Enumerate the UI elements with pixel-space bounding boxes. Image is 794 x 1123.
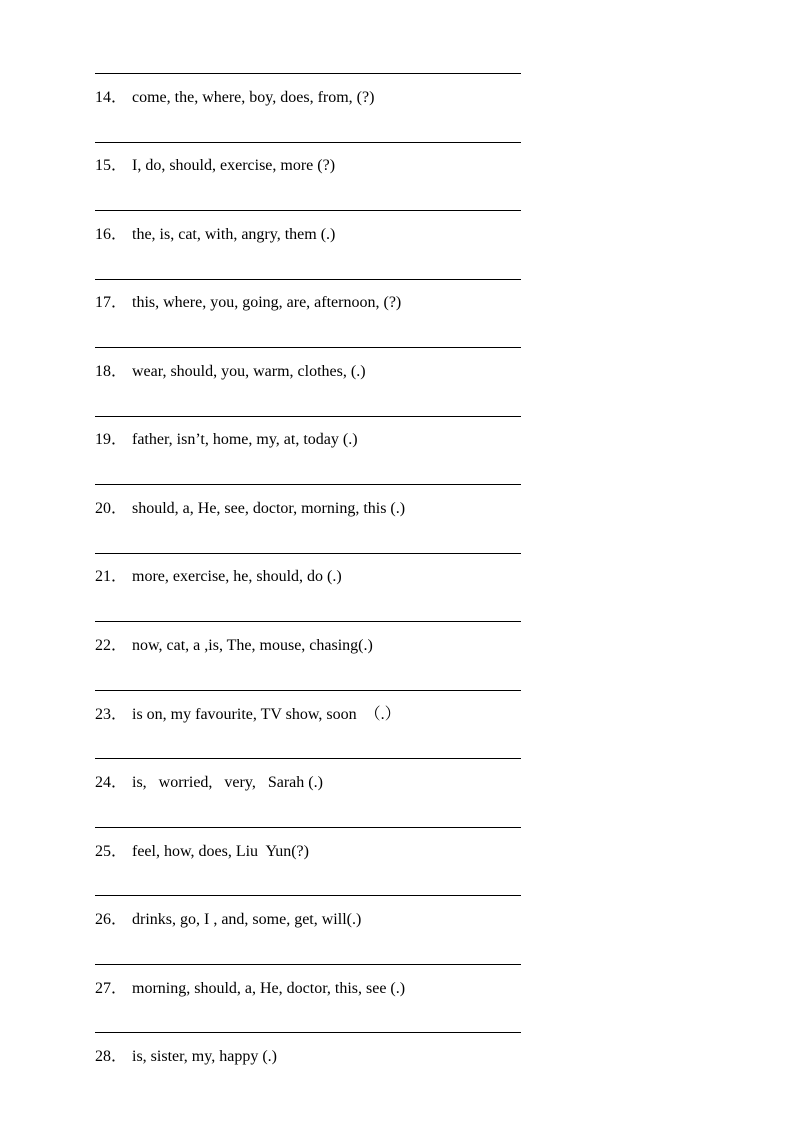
answer-line [95,142,521,143]
question-number: 25． [95,843,128,860]
question-item [95,636,373,656]
question-number: 23． [95,706,128,723]
question-words: this, where, you, going, are, afternoon, (?) [132,294,402,311]
answer-line [95,758,521,759]
question-number: 17． [95,294,128,311]
question-item [95,430,358,450]
question-number: 26． [95,911,128,928]
answer-line [95,484,521,485]
question-words: feel, how, does, Liu Yun(?) [132,843,309,860]
question-number: 14． [95,89,128,106]
question-number: 24． [95,774,128,791]
question-item [95,773,323,793]
question-number: 21． [95,568,128,585]
question-item [95,705,401,725]
answer-line [95,73,521,74]
answer-line [95,827,521,828]
question-item [95,362,366,382]
question-item [95,88,374,108]
question-number: 28． [95,1048,128,1065]
question-words: more, exercise, he, should, do (.) [132,568,342,585]
question-item [95,499,405,519]
answer-line [95,621,521,622]
question-item [95,1047,277,1067]
question-words: is, worried, very, Sarah (.) [132,774,323,791]
question-number: 22． [95,637,128,654]
question-words: now, cat, a ,is, The, mouse, chasing(.) [132,637,373,654]
question-item [95,979,405,999]
answer-line [95,210,521,211]
question-number: 16． [95,226,128,243]
question-words: wear, should, you, warm, clothes, (.) [132,363,366,380]
question-words: come, the, where, boy, does, from, (?) [132,89,375,106]
question-number: 15． [95,157,128,174]
question-item [95,910,361,930]
answer-line [95,895,521,896]
answer-line [95,964,521,965]
answer-line [95,279,521,280]
answer-line [95,1032,521,1033]
question-words: I, do, should, exercise, more (?) [132,157,336,174]
question-words: drinks, go, I , and, some, get, will(.) [132,911,362,928]
question-number: 27． [95,980,128,997]
question-item [95,225,335,245]
question-words: is on, my favourite, TV show, soon （.） [132,706,401,723]
question-words: the, is, cat, with, angry, them (.) [132,226,336,243]
question-words: father, isn’t, home, my, at, today (.) [132,431,358,448]
answer-line [95,690,521,691]
question-number: 18． [95,363,128,380]
answer-line [95,553,521,554]
question-number: 20． [95,500,128,517]
question-number: 19． [95,431,128,448]
question-item [95,842,309,862]
question-item [95,567,342,587]
question-words: is, sister, my, happy (.) [132,1048,277,1065]
answer-line [95,347,521,348]
question-item [95,156,335,176]
question-item [95,293,401,313]
answer-line [95,416,521,417]
question-words: should, a, He, see, doctor, morning, this (.) [132,500,406,517]
question-words: morning, should, a, He, doctor, this, see (.) [132,980,406,997]
